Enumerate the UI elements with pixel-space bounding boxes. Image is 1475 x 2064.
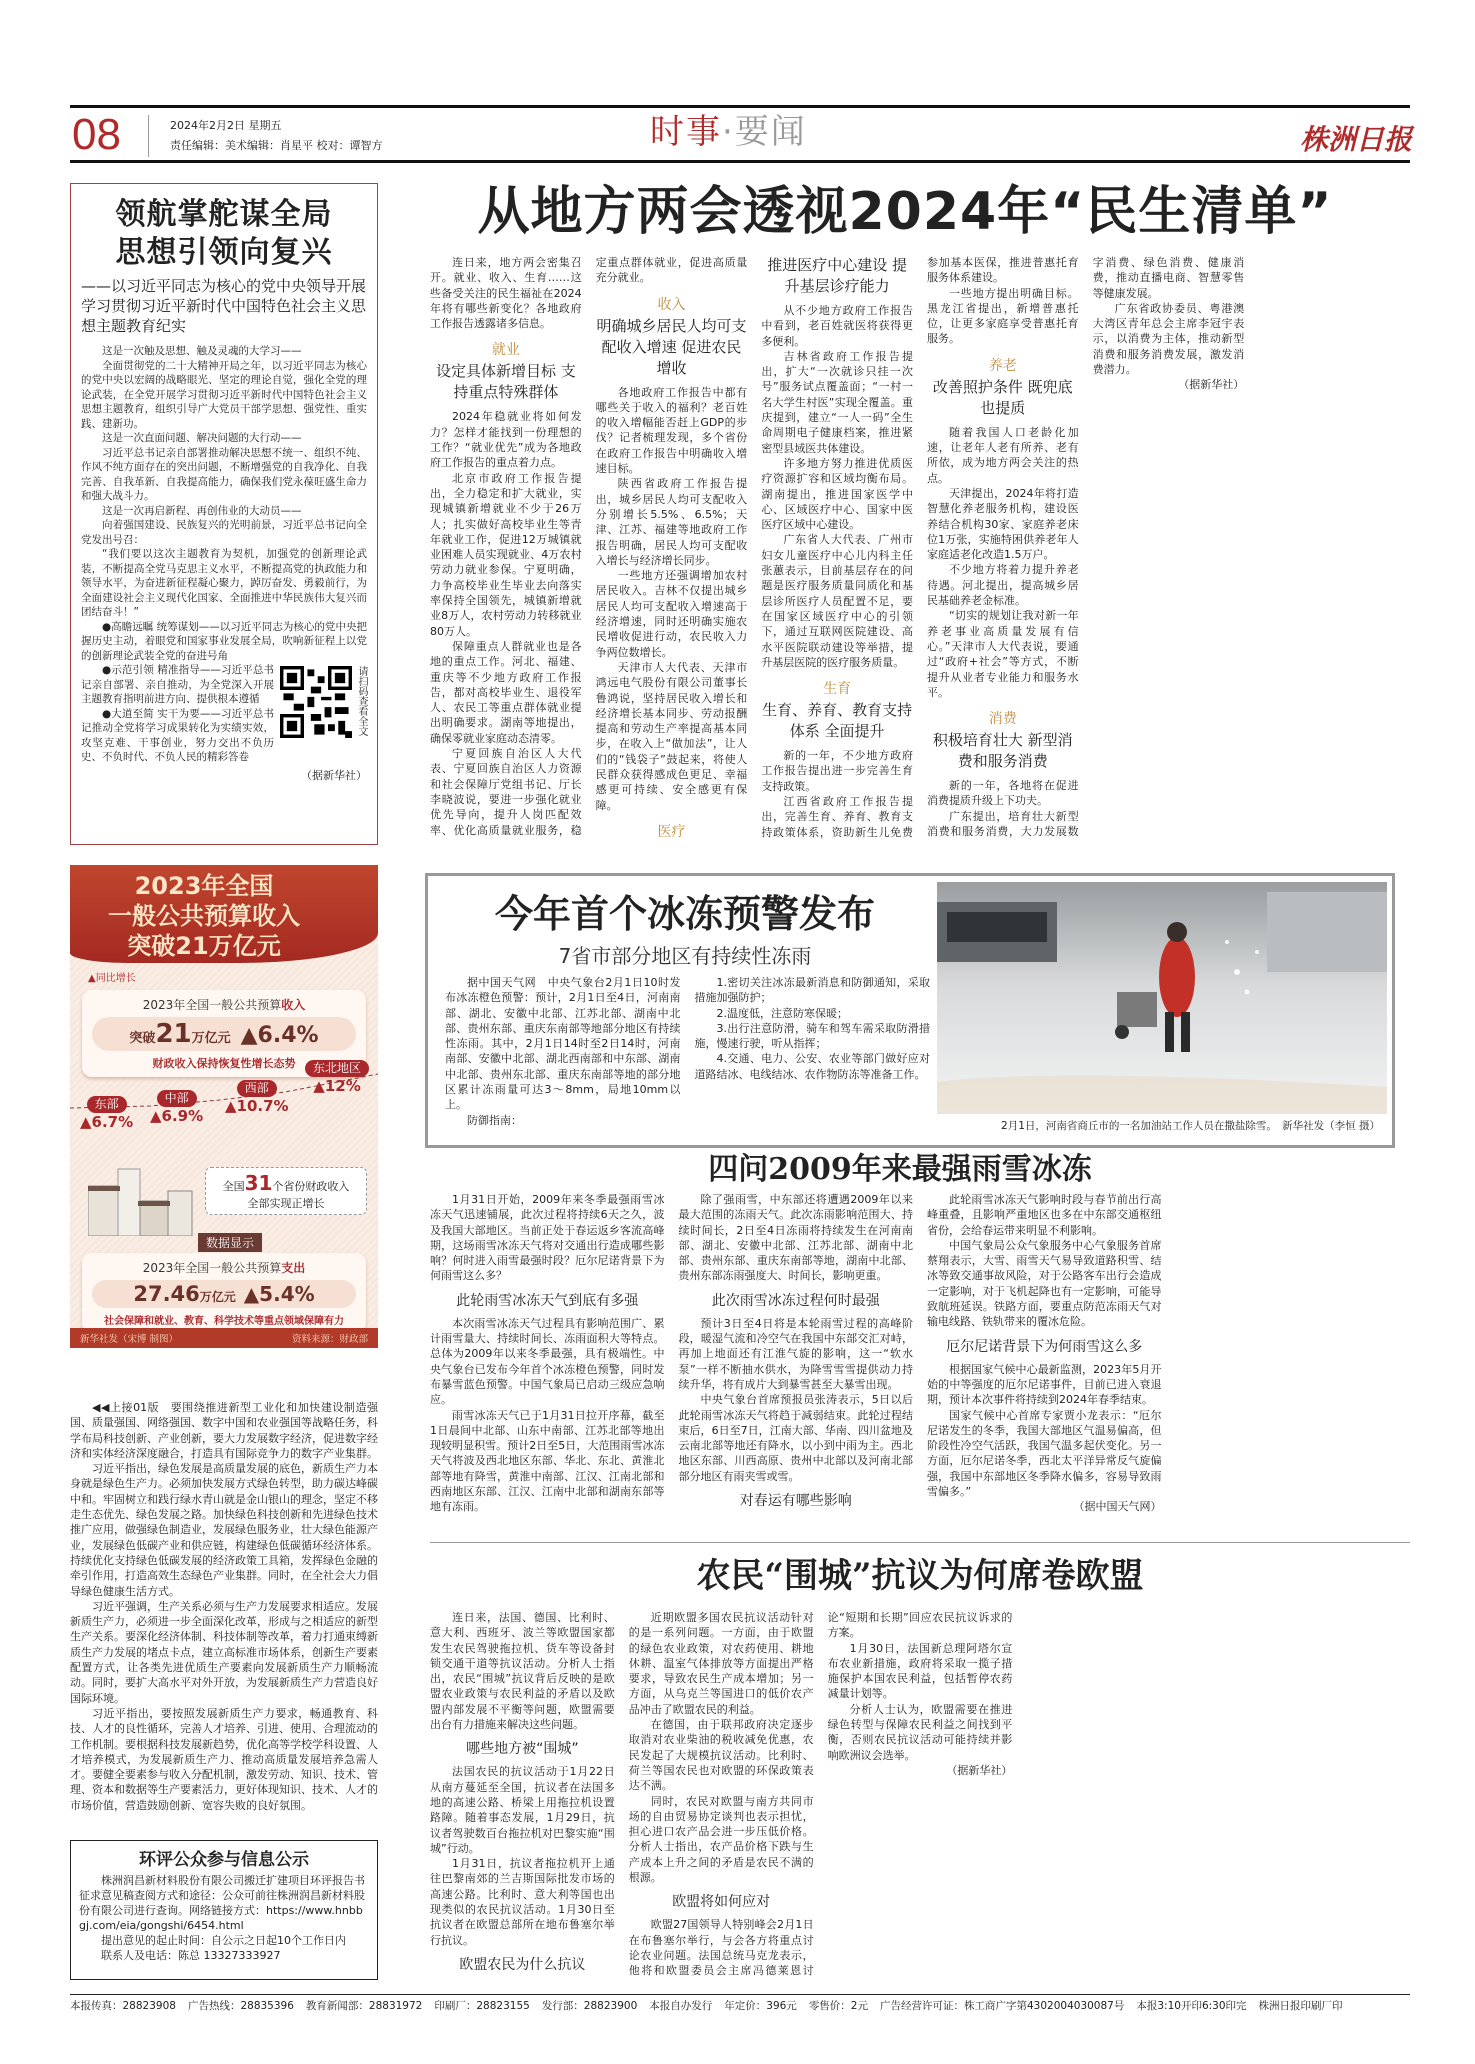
footer-item: 广告热线：28835396 (187, 2000, 294, 2012)
subheading: 欧盟将如何应对 (672, 1894, 771, 1911)
paragraph: 除了强雨雪，中东部还将遭遇2009年以来最大范围的冻雨天气。此次冻雨影响范围大、持续时间长，2日至4日冻雨将持续发生在河南南部、湖北、安徽中北部、江苏北部、湖南中北部、贵州东部、重庆东南部等地，湖南中北部、贵州东部冻雨强度大、时间长，影响更重。 (678, 1193, 913, 1283)
paragraph: 宁夏回族自治区人大代表、宁夏回族自治区人力资源和社会保障厅党组书记、厅长李晓波说，要进一步强化就业优先导向，提升人岗匹配效率、优化高质量就业服务，稳定重点群体就业，促进高质量充分就业。 (430, 256, 748, 837)
paragraph: 这是一次直面问题、解决问题的大行动—— (102, 432, 302, 444)
farmers-body (430, 1610, 1410, 1980)
paragraph: 新的一年，不少地方政府工作报告提出进一步完善生育支持政策。 (761, 749, 913, 793)
photo-caption: 2月1日，河南省商丘市的一名加油站工作人员在撒盐除雪。 新华社发（李恒 摄） (1001, 1120, 1380, 1132)
paragraph: 全面贯彻党的二十大精神开局之年，以习近平同志为核心的党中央以宏阔的战略眼光、坚定的理论自觉，强化全党的理论武装，在全党开展学习贯彻习近平新时代中国特色社会主义思想主题教育，组织引导广大党员干部学思想、强党性、重实践、建新功。 (81, 359, 367, 430)
footer-item: 发行部：28823900 (541, 2000, 638, 2012)
divider (430, 1542, 1410, 1543)
subheading: 推进医疗中心建设 提升基层诊疗能力 (767, 256, 908, 295)
ice-body (445, 975, 930, 1135)
feature-body (81, 344, 367, 765)
four-questions-body (430, 1192, 1410, 1537)
infographic-title-1: 2023年全国 (134, 872, 274, 900)
header-bottom-rule (70, 160, 1410, 163)
paragraph: 中央气象台首席预报员张涛表示，5日以后此轮雨雪冰冻天气将趋于减弱结束。此轮过程结束后，6日至7日，江南大部、华南、四川盆地及云南北部等地还有降水，以小到中雨为主。西北地区东部、川西高原、贵州中北部以及河南北部部分地区有雨夹雪或雪。 (678, 1393, 913, 1483)
paragraph: 此轮雨雪冰冻天气影响时段与春节前出行高峰重叠，且影响严重地区也多在中东部交通枢纽省份，会给春运带来明显不利影响。 (927, 1193, 1162, 1237)
paragraph: 在德国，由于联邦政府决定逐步取消对农业柴油的税收减免优惠，农民发起了大规模抗议活动。比利时、荷兰等国农民也对欧盟的环保政策表达不满。 (628, 1718, 814, 1793)
paragraph: 2024年稳就业将如何发力？怎样才能找到一份理想的工作？“就业优先”成为各地政府工作报告的重点着力点。 (430, 410, 582, 470)
paragraph: 2.温度低，注意防寒保暖； (716, 1006, 848, 1020)
subheading: 厄尔尼诺背景下为何雨雪这么多 (946, 1338, 1143, 1355)
subheading: 积极培育壮大 新型消费和服务消费 (932, 731, 1073, 771)
section-a: 时事 (650, 112, 722, 152)
footer-item: 本报传真：28823908 (70, 2000, 176, 2012)
spend-label: 2023年全国一般公共预算 (142, 1261, 282, 1275)
paragraph: ●高瞻远瞩 统筹谋划——以习近平同志为核心的党中央把握历史主动，着眼党和国家事业发展全局，吹响新征程上以党的创新理论武装全党的奋进号角 (81, 620, 367, 662)
paragraph: 陕西省政府工作报告提出，城乡居民人均可支配收入分别增长5.5%、6.5%；天津、江苏、福建等地政府工作报告明确，居民人均可支配收入增长与经济增长同步。 (595, 477, 748, 567)
paragraph: 许多地方努力推进优质医疗资源扩容和区域均衡布局。湖南提出，推进国家医学中心、区域医疗中心、国家中医医疗区域中心建设。 (761, 456, 913, 532)
paragraph: 这是一次再启新程、再创伟业的大动员—— (102, 504, 302, 517)
paragraph: 保障重点人群就业也是各地的重点工作。河北、福建、重庆等不少地方政府工作报告，都对高校毕业生、退役军人、农民工等重点群体就业提出明确要求。湖南等地提出，确保零就业家庭动态清零。 (430, 639, 582, 745)
notice-period: 提出意见的起止时间：自公示之日起10个工作日内 (101, 1934, 346, 1947)
paragraph: 据中国天气网 中央气象台2月1日10时发布冰冻橙色预警：预计，2月1日至4日，河南南部、湖北、安徽中北部、江苏北部、湖南中北部、贵州东部、重庆东南部等地部分地区有持续性冻雨。其中，2月1日14时至2日14时，河南南部、安徽中北部、湖北西南部和中东部、湖南中北部、贵州东北部、重庆东南部等地的部分地区累计冻雨量可达3～8mm，局地10mm以上。 (445, 976, 681, 1112)
paragraph: 连日来，法国、德国、比利时、意大利、西班牙、波兰等欧盟国家都发生农民驾驶拖拉机、货车等设备封锁交通干道等抗议活动。分析人士指出，农民“围城”抗议背后反映的是欧盟农业政策与农民利益的矛盾以及欧盟内部发展不平衡等问题，欧盟需要出台有力措施来解决这些问题。 (430, 1611, 615, 1732)
revenue-label: 2023年全国一般公共预算 (142, 998, 282, 1012)
top-rule (70, 105, 1410, 108)
paragraph: 法国农民的抗议活动于1月22日从南方蔓延至全国，抗议者在法国多地的高速公路、桥梁上用拖拉机设置路障。随着事态发展，1月29日，抗议者驾驶数百台拖拉机对巴黎实施“围城”行动。 (430, 1765, 615, 1855)
paragraph: 不少地方将着力提升养老待遇。河北提出，提高城乡居民基础养老金标准。 (926, 563, 1079, 608)
region-east: 东部 ▲6.7% (80, 1097, 134, 1131)
paragraph: ◀◀上接01版 要围绕推进新型工业化和加快建设制造强国、质量强国、网络强国、数字中国和农业强国等战略任务，科学布局科技创新、产业创新，要大力发展数字经济，促进数字经济和实体经济深度融合，打造具有国际竞争力的数字产业集群。 (70, 1401, 378, 1460)
subheading: 此轮雨雪冰冻天气到底有多强 (456, 1292, 639, 1309)
main-headline: 从地方两会透视2024年“民生清单” (477, 182, 1333, 242)
paragraph: 随着我国人口老龄化加速，让老年人老有所养、老有所依，成为地方两会关注的热点。 (926, 425, 1079, 485)
paragraph: ●示范引领 精准指导——习近平总书记亲自部署、亲自推动，为全党深入开展主题教育指明前进方向、提供根本遵循 (81, 664, 274, 705)
revenue-growth: ▲6.4% (240, 1023, 319, 1048)
subheading: 设定具体新增目标 支持重点特殊群体 (435, 362, 576, 402)
feature-subtitle: ——以习近平同志为核心的党中央领导开展学习贯彻习近平新时代中国特色社会主义思想主题教育纪实 (81, 277, 367, 335)
region-west: 西部 ▲10.7% (225, 1081, 289, 1115)
section-dot: · (722, 112, 735, 152)
issue-meta (170, 116, 383, 156)
revenue-label-emph: 收入 (281, 998, 306, 1012)
paragraph: 从不少地方政府工作报告中看到，老百姓就医将获得更多便利。 (761, 304, 913, 348)
paragraph: 本次雨雪冰冻天气过程具有影响范围广、累计雨雪量大、持续时间长、冻雨面积大等特点。总体为2009年以来冬季最强，具有极端性。中央气象台已发布今年首个冰冻橙色预警，同时发布暴雪蓝色预警。中国气象局已启动三级应急响应。 (430, 1316, 665, 1407)
page-number: 08 (72, 110, 121, 159)
section-tag: 消费 (988, 711, 1017, 728)
newspaper-logo: 株洲日报 (1300, 123, 1413, 156)
spend-value: 27.46 (133, 1282, 200, 1306)
subheading: 生育、养育、教育支持体系 全面提升 (762, 701, 913, 741)
paragraph: 天津市人大代表、天津市鸿远电气股份有限公司董事长鲁鸿说，坚持居民收入增长和经济增长基本同步、劳动报酬提高和劳动生产率提高基本同步，在收入上“做加法”，让人们的“钱袋子”鼓起来，将使人民群众获得感成色更足、幸福感更可持续、安全感更有保障。 (595, 660, 748, 812)
qr-block (280, 666, 367, 738)
paragraph: 连日来，地方两会密集召开。就业、收入、生育……这些备受关注的民生福祉在2024年将有哪些新变化？各地政府工作报告透露诸多信息。 (430, 256, 582, 331)
feature-title-2: 思想引领向复兴 (115, 235, 333, 270)
paragraph: 欧盟27国领导人特别峰会2月1日在布鲁塞尔举行，与会各方将重点讨论农业问题。法国总统马克龙表示，他将和欧盟委员会主席冯德莱恩讨论“短期和长期”回应农民抗议诉求的方案。 (628, 1611, 1013, 1978)
footer-item: 本报自办发行 (649, 2000, 713, 2012)
section-tag: 医疗 (657, 823, 686, 840)
paragraph: “切实的规划让我对新一年养老事业高质量发展有信心。”天津市人大代表说，要通过“政府+社会”等方式，不断提升从业者专业能力和服务水平。 (926, 609, 1079, 699)
paragraph: 国家气候中心首席专家贾小龙表示：“厄尔尼诺发生的冬季，我国大部地区气温易偏高，但阶段性冷空气活跃，我国气温多起伏变化。另一方面，厄尔尼诺冬季，西北太平洋异常反气旋偏强，我国中东部地区冬季降水偏多，容易导致雨雪偏多。” (927, 1408, 1162, 1499)
paragraph: 一些地方提出明确目标。黑龙江省提出，新增普惠托位，让更多家庭享受普惠托育服务。 (926, 286, 1079, 346)
subheading: 对春运有哪些影响 (739, 1493, 852, 1510)
revenue-note: 财政收入保持恢复性增长态势 (152, 1057, 296, 1070)
paragraph: 习近平指出，绿色发展是高质量发展的底色，新质生产力本身就是绿色生产力。必须加快发展方式绿色转型，助力碳达峰碳中和。牢固树立和践行绿水青山就是金山银山的理念，坚定不移走生态优先、绿色发展之路。加快绿色科技创新和先进绿色技术推广应用，做强绿色制造业，发展绿色服务业，壮大绿色能源产业，发展绿色低碳产业和供应链，构建绿色低碳循环经济体系。持续优化支持绿色低碳发展的经济政策工具箱，发挥绿色金融的牵引作用，打造高效生态绿色产业集群。同时，在全社会大力倡导绿色健康生活方式。 (70, 1462, 378, 1598)
paragraph: 3.出行注意防滑，骑车和驾车需采取防滑措施，慢速行驶，听从指挥； (694, 1021, 930, 1051)
footer-item: 株洲日报印刷厂印 (1258, 2000, 1343, 2012)
footer (70, 1994, 1410, 2013)
paragraph: 江西省政府工作报告提出，完善生育、养育、教育支持政策体系，资助新生儿免费参加基本医保，推进普惠托育服务体系建设。 (761, 256, 1079, 839)
section-tag: 就业 (491, 342, 520, 359)
feature-box (70, 183, 378, 845)
paragraph: 近期欧盟多国农民抗议活动针对的是一系列问题。一方面，由于欧盟的绿色农业政策，对农药使用、耕地休耕、温室气体排放等方面提出严格要求，导致农民生产成本增加；另一方面，从乌克兰等国进口的低价农产品冲击了欧盟农民的利益。 (628, 1611, 814, 1716)
spend-growth: ▲5.4% (243, 1282, 315, 1306)
infographic-source: 资料来源：财政部 (291, 1334, 368, 1345)
paragraph: 同时，农民对欧盟与南方共同市场的自由贸易协定谈判也表示担忧，担心进口农产品会进一步压低价格。分析人士指出，农产品价格下跌与生产成本上升之间的矛盾是农民不满的根源。 (628, 1794, 814, 1885)
revenue-unit: 万亿元 (191, 1031, 231, 1046)
paragraph: 广东省人大代表、广州市妇女儿童医疗中心儿内科主任张蕙表示，目前基层存在的问题是医疗服务质量同质化和基层诊所医疗人员配置不足，要在国家区域医疗中心的引领下，通过互联网医院建设、高水平医院联动建设等举措，提升基层医院的医疗服务质量。 (761, 533, 913, 669)
paragraph: 一些地方还强调增加农村居民收入。吉林不仅提出城乡居民人均可支配收入增速高于经济增速，同时还明确实施农民增收促进行动，农民收入力争两位数增长。 (595, 569, 748, 659)
spending-pill (92, 1280, 356, 1308)
subheading: 明确城乡居民人均可支配收入增速 促进农民增收 (596, 316, 747, 377)
ice-headline: 今年首个冰冻预警发布 (494, 892, 875, 936)
subheading: 欧盟农民为什么抗议 (459, 1956, 586, 1973)
buildings-illustration (88, 1161, 203, 1236)
paragraph: 天津提出，2024年将打造智慧化养老服务机构，建设医养结合机构30家、家庭养老床位1万张，实施特困供养老年人家庭适老化改造1.5万户。 (926, 486, 1079, 562)
paragraph: 1月31日，抗议者拖拉机开上通往巴黎南郊的兰吉斯国际批发市场的高速公路。比利时、意大利等国也出现类似的农民抗议活动。1月30日至抗议者在欧盟总部所在地布鲁塞尔举行抗议。 (430, 1857, 615, 1947)
paragraph: 北京市政府工作报告提出，全力稳定和扩大就业，实现城镇新增就业不少于26万人；扎实做好高校毕业生等青年就业工作，促进12万城镇就业困难人员实现就业、4万农村劳动力就业参保。宁夏明确，力争高校毕业生毕业去向落实率保持全国领先，城镇新增就业8万人，农村劳动力转移就业80万人。 (430, 471, 582, 638)
section-tag: 收入 (657, 296, 686, 313)
continued-article (70, 1400, 378, 1828)
subheading: 改善照护条件 既兜底也提质 (932, 377, 1073, 417)
paragraph: 广东提出，培育壮大新型消费和服务消费，大力发展数字消费、绿色消费、健康消费，推动直播电商、智慧零售等健康发展。 (926, 256, 1245, 839)
paragraph: 1月31日开始，2009年来冬季最强雨雪冰冻天气迅速铺展，此次过程将持续6天之久，波及我国大部地区。当前正处于春运返乡客流高峰期，这场雨雪冰冻天气将对交通出行造成哪些影响？何时进入雨雪最强时段？厄尔尼诺背景下为何雨雪这么多？ (430, 1193, 665, 1283)
paragraph: 这是一次触及思想、触及灵魂的大学习—— (102, 345, 302, 357)
data-tag: 数据显示 (198, 1233, 262, 1252)
paragraph: 1.密切关注冰冻最新消息和防御通知，采取措施加强防护； (694, 976, 930, 1005)
paragraph: “我们要以这次主题教育为契机，加强党的创新理论武装，不断提高全党马克思主义水平，不断提高党的执政能力和领导水平，为奋进新征程凝心聚力，踔厉奋发、勇毅前行，为全面建设社会主义现代化国家、全面推进中华民族伟大复兴而团结奋斗！” (81, 548, 367, 618)
provinces-c: 全部实现正增长 (247, 1197, 325, 1210)
paragraph: 习近平指出，要按照发展新质生产力要求，畅通教育、科技、人才的良性循环，完善人才培养、引进、使用、合理流动的工作机制。要根据科技发展新趋势，优化高等学校学科设置、人才培养模式，为发展新质生产力、推动高质量发展培养急需人才。要健全要素参与收入分配机制，激发劳动、知识、技术、管理、资本和数据等生产要素活力，更好体现知识、技术、人才的市场价值，营造鼓励创新、宽容失败的良好氛围。 (70, 1706, 378, 1812)
footer-item: 零售价：2元 (808, 2000, 868, 2012)
region-central: 中部 ▲6.9% (150, 1091, 204, 1125)
feature-title-1: 领航掌舵谋全局 (115, 197, 333, 232)
qr-code-icon[interactable] (280, 666, 352, 738)
spend-note: 社会保障和就业、教育、科学技术等重点领域保障有力 (104, 1316, 344, 1327)
public-notice (70, 1840, 378, 1980)
notice-title: 环评公众参与信息公示 (139, 1850, 309, 1870)
provinces-b: 个省份财政收入 (272, 1180, 350, 1193)
paragraph: 雨雪冰冻天气已于1月31日拉开序幕，截至1日晨间中北部、山东中南部、江苏北部等地出现较明显积雪。预计2日至5日，大范围雨雪冰冻天气将波及西北地区东部、华北、东北、黄淮北部等地有降雪，黄淮中南部、江汉、江南北部和西南地区东部、江汉、江南中北部和湖南东部等地有冻雨。 (430, 1408, 665, 1514)
spend-unit: 万亿元 (199, 1290, 236, 1304)
infographic-title-3: 突破21万亿元 (127, 932, 281, 960)
spending-card (82, 1253, 366, 1333)
paragraph: 习近平总书记亲自部署推动解决思想不统一、组织不纯、作风不纯方面存在的突出问题，不断增强党的自我净化、自我完善、自我革新、自我提高能力，确保我们党永葆旺盛生命力和强大战斗力。 (81, 446, 367, 502)
footer-item: 广告经营许可证：株工商广字第4302004030087号 (880, 2000, 1125, 2012)
divider (148, 115, 149, 157)
paragraph: 习近平强调，生产关系必须与生产力发展要求相适应。发展新质生产力，必须进一步全面深化改革，形成与之相适应的新型生产关系。要深化经济体制、科技体制等改革，着力打通束缚新质生产力发展的堵点卡点，建立高标准市场体系，创新生产要素配置方式，让各类先进优质生产要素向发展新质生产力顺畅流动。同时，要扩大高水平对外开放，为发展新质生产力营造良好国际环境。 (70, 1599, 378, 1705)
infographic-title-2: 一般公共预算收入 (108, 902, 300, 930)
paragraph: 中国气象局公众气象服务中心气象服务首席蔡翔表示，大雪、雨雪天气易导致道路积雪、结冰等致交通事故风险，对于公路客车出行会造成一定影响，对于飞机起降也有一定影响，可能导致航班延误。铁路方面，要重点防范冻雨天气对输电线路、铁轨带来的覆冰危险。 (927, 1238, 1162, 1329)
paragraph: 新的一年，各地将在促进消费提质升级上下功夫。 (926, 779, 1079, 808)
farmers-headline: 农民“围城”抗议为何席卷欧盟 (696, 1556, 1144, 1596)
section-b: 要闻 (734, 112, 807, 152)
region-northeast: 东北地区 ▲12% (305, 1057, 369, 1095)
budget-infographic (70, 865, 378, 1348)
provinces-a: 全国 (222, 1180, 245, 1193)
footer-item: 印刷厂：28823155 (434, 2000, 530, 2012)
subheading: 此次雨雪冰冻过程何时最强 (711, 1292, 880, 1309)
paragraph: 预计3日至4日将是本轮雨雪过程的高峰阶段，暖湿气流和冷空气在我国中东部交汇对峙，再加上地面还有江淮气旋的影响，这一“软水泵”一样不断抽水供水，为降雪雪雪提供动力持续升华，将有成片大到暴雪甚至大暴雪出现。 (678, 1316, 913, 1391)
infographic-credit: 新华社发（宋博 制图） (80, 1334, 179, 1345)
notice-body: 株洲润昌新材料股份有限公司搬迁扩建项目环评报告书征求意见稿查阅方式和途径：公众可前往株洲润昌新材料股份有限公司进行查询。网络链接方式：https://www.hnbbgj.com/eia/gongshi/6454.html (79, 1874, 365, 1932)
snow-photo (937, 882, 1387, 1114)
paragraph: 吉林省政府工作报告提出，扩大“一次就诊只挂一次号”服务试点覆盖面；“一村一名大学生村医”实现全覆盖。重庆提到，建立“一人一码”全生命周期电子健康档案，推进紧密型县域医共体建设。 (761, 349, 913, 455)
byline: （据中国天气网） (1073, 1500, 1162, 1514)
legend: ▲同比增长 (88, 973, 136, 984)
paragraph: 各地政府工作报告中都有哪些关于收入的福利？老百姓的收入增幅能否赶上GDP的步伐？记者梳理发现，多个省份在政府工作报告中明确收入增速目标。 (595, 385, 748, 476)
paragraph: 4.交通、电力、公安、农业等部门做好应对道路结冰、电线结冰、农作物防冻等准备工作。 (694, 1052, 930, 1081)
paragraph: 防御指南： (467, 1113, 522, 1127)
revenue-value: 21 (155, 1019, 192, 1049)
paragraph: 根据国家气候中心最新监测，2023年5月开始的中等强度的厄尔尼诺事件，目前已进入衰退期，预计本次事件将持续到2024年春季结束。 (927, 1362, 1162, 1407)
footer-item: 年定价：396元 (724, 2000, 797, 2012)
byline: （据新华社） (946, 1763, 1013, 1777)
footer-item: 教育新闻部：28831972 (305, 2000, 423, 2012)
main-article-body (430, 255, 1410, 850)
provinces-count: 31 (244, 1171, 273, 1195)
qr-caption: 请扫码查看全文 (356, 666, 367, 736)
subheading: 哪些地方被“围城” (466, 1741, 579, 1758)
section-tag: 养老 (988, 357, 1017, 374)
infographic-footer (70, 1328, 378, 1348)
revenue-pill (92, 1017, 356, 1051)
feature-byline: （据新华社） (301, 768, 367, 782)
section-tag: 生育 (823, 681, 852, 698)
provinces-callout (205, 1167, 367, 1215)
byline: （据新华社） (1178, 378, 1245, 392)
paragraph: ●大道至简 实干为要——习近平总书记推动全党将学习成果转化为实绩实效，攻坚克难、干事创业，努力交出不负历史、不负时代、不负人民的精彩答卷 (81, 707, 274, 763)
editors-credit: 责任编辑：美术编辑：肖星平 校对：谭智方 (170, 139, 383, 152)
issue-date: 2024年2月2日 星期五 (170, 119, 282, 132)
paragraph: 向着强国建设、民族复兴的光明前景，习近平总书记向全党发出号召： (81, 519, 367, 546)
infographic-header (70, 865, 378, 963)
ice-subhead: 7省市部分地区有持续性冻雨 (558, 944, 812, 968)
spend-label-emph: 支出 (281, 1261, 306, 1275)
paragraph: 分析人士认为，欧盟需要在推进绿色转型与保障农民利益之间找到平衡，否则农民抗议活动可能持续并影响欧洲议会选举。 (827, 1702, 1013, 1762)
paragraph: 广东省政协委员、粤港澳大湾区青年总会主席李冠宇表示，以消费为主体，推动新型消费和服务消费发展，激发消费潜力。 (1092, 301, 1245, 377)
four-questions-headline: 四问2009年来最强雨雪冰冻 (708, 1152, 1092, 1187)
snow-scene-image (937, 882, 1387, 1114)
paragraph: 1月30日，法国新总理阿塔尔宣布农业新措施，政府将采取一揽子措施保护本国农民利益，包括暂停农药减量计划等。 (827, 1641, 1013, 1701)
notice-contact: 联系人及电话：陈总 13327333927 (101, 1949, 281, 1962)
section-title (650, 110, 807, 154)
footer-item: 本报3:10开印6:30印完 (1136, 2000, 1247, 2012)
revenue-prefix: 突破 (129, 1031, 156, 1046)
